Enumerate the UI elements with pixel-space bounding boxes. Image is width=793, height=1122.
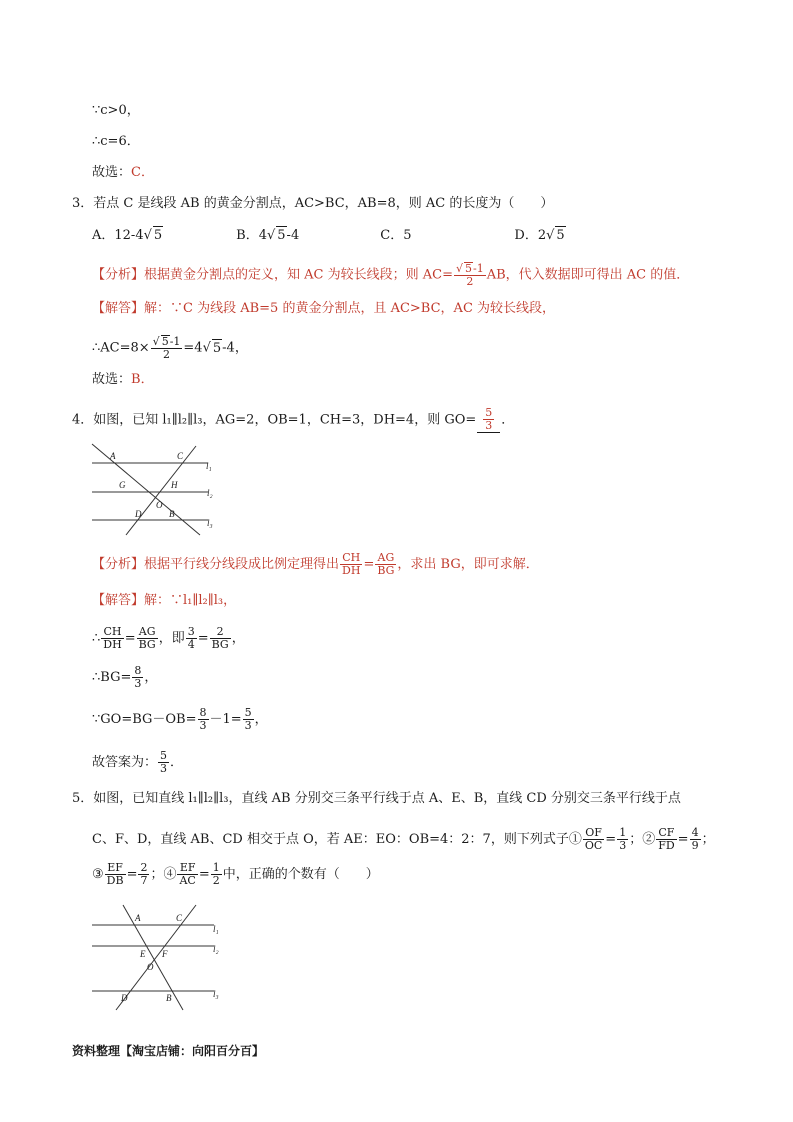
footer-source: 资料整理【淘宝店铺：向阳百分百】 <box>72 1044 265 1058</box>
q4-solution: 【解答】解：∵l₁∥l₂∥l₃， <box>92 593 237 608</box>
q3-calc-radicand: 5 <box>212 340 222 356</box>
prev-line-2: ∴c=6． <box>92 134 140 149</box>
q4-step-3-frac-2-num: 5 <box>244 706 252 719</box>
q4-analysis-frac-1 <box>340 552 362 577</box>
q4-step-1-frac-4-den: BG <box>211 638 229 651</box>
q4-step-2-den: 3 <box>134 677 142 690</box>
q4-step-1-frac-2-den: BG <box>138 638 156 651</box>
q5-line-ab <box>123 905 183 1010</box>
q4-label-b: B <box>169 509 175 519</box>
q4-label-l3: l₃ <box>207 518 213 528</box>
q3-option-b-text: B．4 <box>236 228 267 243</box>
q4-step-1: ∴ $\frac{CH}{DH}$ = $\frac{AG}{BG}$ ，即 $\frac{3}{4}$ = $\frac{2}{BG}$ ， <box>92 625 245 651</box>
q3-analysis-post: AB，代入数据即可得出 AC 的值． <box>486 267 690 283</box>
q5-sep-1: ；② <box>629 832 656 847</box>
q5-frac-1 <box>583 827 604 852</box>
q5-label-a: A <box>135 913 141 923</box>
q4-step-1-frac-4-num: 2 <box>210 626 231 639</box>
q3-analysis <box>92 262 689 288</box>
q5-frac-4 <box>177 862 197 887</box>
q5-frac-1-eq: = <box>605 832 617 847</box>
q5-label-f: F <box>162 949 168 959</box>
q3-analysis-pre: 【分析】根据黄金分割点的定义，知 AC 为较长线段；则 AC= <box>92 267 453 283</box>
q4-step-2-frac <box>132 665 143 690</box>
q4-analysis: 【分析】根据平行线分线段成比例定理得出 $\frac{CH}{DH}$ = $\frac{AG}{BG}$ ，求出 BG，即可求解． <box>92 551 539 577</box>
q4-analysis-post: ，求出 BG，即可求解． <box>397 557 539 572</box>
q4-label-a: A <box>110 451 116 461</box>
q4-step-3-frac-1-num: 8 <box>199 706 207 719</box>
q3-option-b-radicand: 5 <box>277 228 286 243</box>
q5-line-2 <box>92 827 715 852</box>
q4-step-1-frac-2 <box>137 626 158 651</box>
q5-frac-3-result <box>138 862 149 887</box>
q5-label-b: B <box>166 993 172 1003</box>
q5-sep-2: ； <box>701 832 715 847</box>
q3-option-d: D．2√ 5 <box>514 228 565 243</box>
q4-analysis-frac-1-den: DH <box>342 564 361 577</box>
q5-frac-1-den: OC <box>584 839 603 852</box>
q3-calc-frac-tail: -1 <box>169 335 181 348</box>
q3-choose-answer: B． <box>131 372 154 387</box>
q5-frac-3 <box>105 862 126 887</box>
q5-line-3-post: 中，正确的个数有（ ） <box>222 867 379 882</box>
q4-step-2-num: 8 <box>134 664 142 677</box>
q5-label-e: E <box>140 949 146 959</box>
q3-calc-tail: -4， <box>222 340 248 356</box>
q5-frac-3-den: DB <box>106 874 124 887</box>
q5-line-1: 5．如图，已知直线 l₁∥l₂∥l₃，直线 AB 分别交三条平行线于点 A、E、B，直线 CD 分别交三条平行线于点 <box>72 791 681 806</box>
q4-step-2-post: ， <box>144 670 158 685</box>
q4-stem <box>72 407 514 433</box>
q3-option-b: B．4√ 5-4 <box>236 228 300 243</box>
q4-figure <box>88 440 228 540</box>
q5-frac-4-rnum: 1 <box>212 861 220 874</box>
q5-label-d: D <box>121 993 128 1003</box>
q3-analysis-frac-radicand: 5 <box>464 262 472 275</box>
q4-analysis-pre: 【分析】根据平行线分线段成比例定理得出 <box>92 557 340 572</box>
q4-step-3-frac-2 <box>243 707 254 732</box>
q5-frac-2-result <box>690 827 701 852</box>
q4-label-o: O <box>156 500 163 510</box>
q5-label-l3: l₃ <box>213 989 219 999</box>
q3-option-a-text: A．12-4 <box>92 228 144 243</box>
q4-step-2-pre: ∴BG= <box>92 670 132 685</box>
q3-analysis-frac-den: 2 <box>466 275 474 288</box>
q4-step-1-frac-1-num: CH <box>101 626 123 639</box>
q5-frac-3-eq: = <box>126 867 138 882</box>
q4-step-3-frac-2-den: 3 <box>244 719 252 732</box>
q5-frac-3-rden: 7 <box>140 874 148 887</box>
q5-circle-3: ③ <box>92 867 104 882</box>
q5-frac-2-rden: 9 <box>691 839 699 852</box>
q4-step-3 <box>92 707 268 732</box>
q3-option-a-radicand: 5 <box>153 228 163 243</box>
q3-calc-frac-den: 2 <box>163 348 171 361</box>
q3-calc-eq: =4 <box>183 340 203 356</box>
q4-answer-den: 3 <box>485 419 493 432</box>
q3-calc-pre: ∴AC=8× <box>92 340 150 356</box>
q4-analysis-frac-2-num: AG <box>375 552 396 565</box>
q3-calc-frac-radicand: 5 <box>161 335 169 348</box>
q5-line-3 <box>92 862 379 887</box>
q5-frac-4-rden: 2 <box>212 874 220 887</box>
q3-option-d-text: D．2 <box>514 228 547 243</box>
q4-step-3-frac-1-den: 3 <box>199 719 207 732</box>
q5-sep-3: ；④ <box>150 867 177 882</box>
q4-step-3-mid: －1= <box>209 712 242 727</box>
q4-step-3-frac-1 <box>198 707 209 732</box>
q3-analysis-frac-tail: -1 <box>472 262 484 275</box>
q5-frac-1-rnum: 1 <box>619 826 627 839</box>
q4-label-g: G <box>119 480 126 490</box>
q5-frac-2-eq: = <box>677 832 689 847</box>
q4-step-1-frac-2-num: AG <box>137 626 158 639</box>
q3-option-d-radicand: 5 <box>556 228 565 243</box>
q5-label-l2: l₂ <box>213 944 219 954</box>
q3-solution: 【解答】解：∵C 为线段 AB=5 的黄金分割点，且 AC>BC，AC 为较长线段， <box>92 301 556 316</box>
q5-frac-2-num: CF <box>656 827 676 840</box>
q3-calc: ∴AC=8× $\frac{√ 5-1}{2}$ =4√ 5-4， <box>92 335 248 361</box>
q3-choose-label: 故选： <box>92 372 132 387</box>
q4-line-cd <box>126 446 196 535</box>
q4-analysis-frac-2-den: BG <box>377 564 395 577</box>
q5-frac-1-num: OF <box>583 827 604 840</box>
q5-frac-3-rnum: 2 <box>140 861 148 874</box>
q4-step-1-frac-3-num: 3 <box>187 625 195 638</box>
q5-frac-4-den: AC <box>179 874 196 887</box>
q4-final-num: 5 <box>160 749 168 762</box>
q4-final-frac <box>158 750 169 775</box>
q5-frac-4-num: EF <box>177 862 197 875</box>
q5-frac-2-den: FD <box>658 839 675 852</box>
q5-label-l1: l₁ <box>213 924 219 934</box>
q4-step-1-pre: ∴ <box>92 631 101 646</box>
prev-line-3 <box>92 164 154 182</box>
q4-line-ab <box>92 444 200 535</box>
q4-label-l2: l₂ <box>207 488 213 498</box>
q4-final-pre: 故答案为： <box>92 755 158 770</box>
q4-answer-fraction <box>477 407 500 433</box>
q4-step-1-post: ， <box>231 631 245 646</box>
q3-choose <box>92 371 154 389</box>
q4-analysis-frac-2 <box>375 552 396 577</box>
q5-frac-3-num: EF <box>105 862 126 875</box>
q5-frac-4-result <box>211 862 222 887</box>
q4-stem-post: ． <box>501 412 515 428</box>
q5-frac-2 <box>656 827 676 852</box>
q4-step-1-frac-4 <box>210 626 231 651</box>
q4-step-1-frac-1 <box>101 626 123 651</box>
q5-frac-2-rnum: 4 <box>691 826 699 839</box>
q3-calc-fraction: $\frac{√ 5-1}{2}$ <box>152 335 181 361</box>
q4-label-d: D <box>135 509 142 519</box>
q3-option-a: A．12-4√ 5 <box>92 228 163 243</box>
q4-final <box>92 750 183 775</box>
prev-choose-label: 故选： <box>92 165 132 180</box>
q3-option-b-tail: -4 <box>286 228 300 243</box>
q4-step-1-frac-3-den: 4 <box>187 638 195 651</box>
q5-label-c: C <box>176 913 183 923</box>
q4-answer-num: 5 <box>485 406 493 419</box>
q5-frac-4-eq: = <box>198 867 210 882</box>
q5-frac-1-result <box>617 827 628 852</box>
q5-figure <box>88 902 233 1012</box>
q4-label-h: H <box>171 480 178 490</box>
q4-step-1-frac-1-den: DH <box>103 638 122 651</box>
q4-analysis-frac-1-num: CH <box>340 552 362 565</box>
q4-step-1-mid: ，即 <box>158 631 185 646</box>
q4-step-3-post: ， <box>254 712 268 727</box>
prev-choose-answer: C． <box>131 165 154 180</box>
q4-step-3-pre: ∵GO=BG－OB= <box>92 712 197 727</box>
q4-label-l1: l₁ <box>206 461 212 471</box>
q4-final-den: 3 <box>160 762 168 775</box>
q3-option-c: C．5 <box>380 228 412 243</box>
q4-final-post: ． <box>170 755 184 770</box>
q3-options <box>92 226 566 245</box>
q5-label-o: O <box>147 962 154 972</box>
prev-line-1: ∵c>0， <box>92 103 140 118</box>
q5-frac-1-rden: 3 <box>619 839 627 852</box>
q5-line-cd <box>116 905 196 1010</box>
q4-stem-pre: 4．如图，已知 l₁∥l₂∥l₃，AG=2，OB=1，CH=3，DH=4，则 GO= <box>72 412 477 428</box>
q4-step-2 <box>92 665 157 690</box>
q3-stem: 3．若点 C 是线段 AB 的黄金分割点，AC>BC，AB=8，则 AC 的长度为（ ） <box>72 196 554 211</box>
q4-label-c: C <box>177 451 184 461</box>
q3-analysis-fraction: $\frac{√ 5-1}{2}$ <box>455 262 484 288</box>
q4-step-1-frac-3 <box>186 626 197 651</box>
q5-line-2-pre: C、F、D，直线 AB、CD 相交于点 O，若 AE：EO：OB=4：2：7，则下列式子① <box>92 832 582 847</box>
